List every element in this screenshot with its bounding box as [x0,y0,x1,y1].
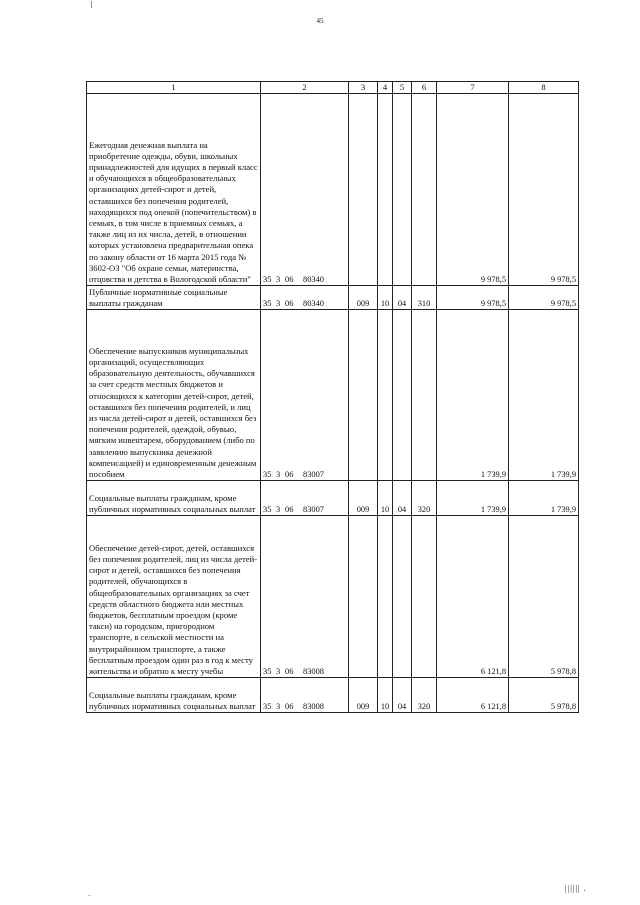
row-expense-type: 320 [412,678,437,713]
row-amount-1: 6 121,8 [437,516,509,678]
table-row [87,94,579,286]
row-amount-2: 1 739,9 [509,481,579,516]
header-col-8: 8 [509,82,579,94]
row-expense-type: 310 [412,286,437,310]
row-expense-type [412,310,437,481]
row-amount-1: 1 739,9 [437,310,509,481]
row-amount-2: 9 978,5 [509,94,579,286]
row-section: 10 [378,481,393,516]
row-code: 35 3 06 83008 [261,678,349,713]
row-name: Социальные выплаты гражданам, кроме публичных нормативных социальных выплат [87,481,261,516]
header-row [87,82,579,94]
footer-left-mark: – [88,893,91,899]
row-section: 10 [378,678,393,713]
row-expense-type [412,94,437,286]
row-amount-1: 9 978,5 [437,286,509,310]
row-code: 35 3 06 80340 [261,94,349,286]
row-ministry: 009 [349,286,378,310]
row-amount-2: 5 978,8 [509,516,579,678]
row-code: 35 3 06 80340 [261,286,349,310]
row-section [378,516,393,678]
table-row [87,516,579,678]
table-row [87,286,579,310]
header-col-5: 5 [393,82,412,94]
row-amount-1: 1 739,9 [437,481,509,516]
footer-barcode-mark: |||||| . [565,884,587,893]
row-amount-1: 6 121,8 [437,678,509,713]
row-section [378,94,393,286]
row-expense-type [412,516,437,678]
row-section: 10 [378,286,393,310]
header-col-7: 7 [437,82,509,94]
page-number: 45 [316,17,324,25]
row-ministry: 009 [349,481,378,516]
row-code: 35 3 06 83007 [261,310,349,481]
row-expense-type: 320 [412,481,437,516]
header-col-3: 3 [349,82,378,94]
row-code: 35 3 06 83007 [261,481,349,516]
header-col-1: 1 [87,82,261,94]
row-ministry [349,516,378,678]
header-col-2: 2 [261,82,349,94]
row-name: Социальные выплаты гражданам, кроме публичных нормативных социальных выплат [87,678,261,713]
row-amount-1: 9 978,5 [437,94,509,286]
row-name: Ежегодная денежная выплата на приобретение одежды, обуви, школьных принадлежностей для идущих в первый класс и обучающихся в общеобразовательных организациях детей-сирот и детей, оставшихся без попечения родителей, находящихся под опекой (попечительством) в семьях, в том числе в приемных семьях, а также лиц из их числа, детей, в отношении которых установлена предварительная опека по закону области от 16 марта 2015 года № 3602-ОЗ "Об охране семьи, материнства, отцовства и детства в Вологодской области" [87,94,261,286]
row-subsection [393,94,412,286]
scan-mark [91,1,92,8]
table-row [87,310,579,481]
row-amount-2: 5 978,8 [509,678,579,713]
row-amount-2: 9 978,5 [509,286,579,310]
budget-table [86,81,579,713]
row-amount-2: 1 739,9 [509,310,579,481]
row-subsection [393,516,412,678]
row-subsection [393,310,412,481]
row-section [378,310,393,481]
row-subsection: 04 [393,481,412,516]
row-subsection: 04 [393,286,412,310]
row-code: 35 3 06 83008 [261,516,349,678]
row-ministry: 009 [349,678,378,713]
row-ministry [349,310,378,481]
row-name: Обеспечение детей-сирот, детей, оставшихся без попечения родителей, лиц из числа детей-сирот и детей, оставшихся без попечения родителей, обучающихся в общеобразовательных организациях за счет средств областного бюджета или местных бюджетов, бесплатным проездом (кроме такси) на городском, пригородном транспорте, в сельской местности на внутрирайонном транспорте, а также бесплатным проездом один раз в год к месту жительства и обратно к месту учебы [87,516,261,678]
header-col-6: 6 [412,82,437,94]
table-row [87,678,579,713]
table-row [87,481,579,516]
row-ministry [349,94,378,286]
row-name: Обеспечение выпускников муниципальных организаций, осуществляющих образовательную деятельность, обучавшихся за счет средств местных бюджетов и относящихся к категории детей-сирот, детей, оставшихся без попечения родителей, и лиц из числа детей-сирот и детей, оставшихся без попечения родителей, одеждой, обувью, мягким инвентарем, оборудованием (либо по заявлению выпускника денежной компенсацией) и единовременным денежным пособием [87,310,261,481]
header-col-4: 4 [378,82,393,94]
row-name: Публичные нормативные социальные выплаты гражданам [87,286,261,310]
row-subsection: 04 [393,678,412,713]
